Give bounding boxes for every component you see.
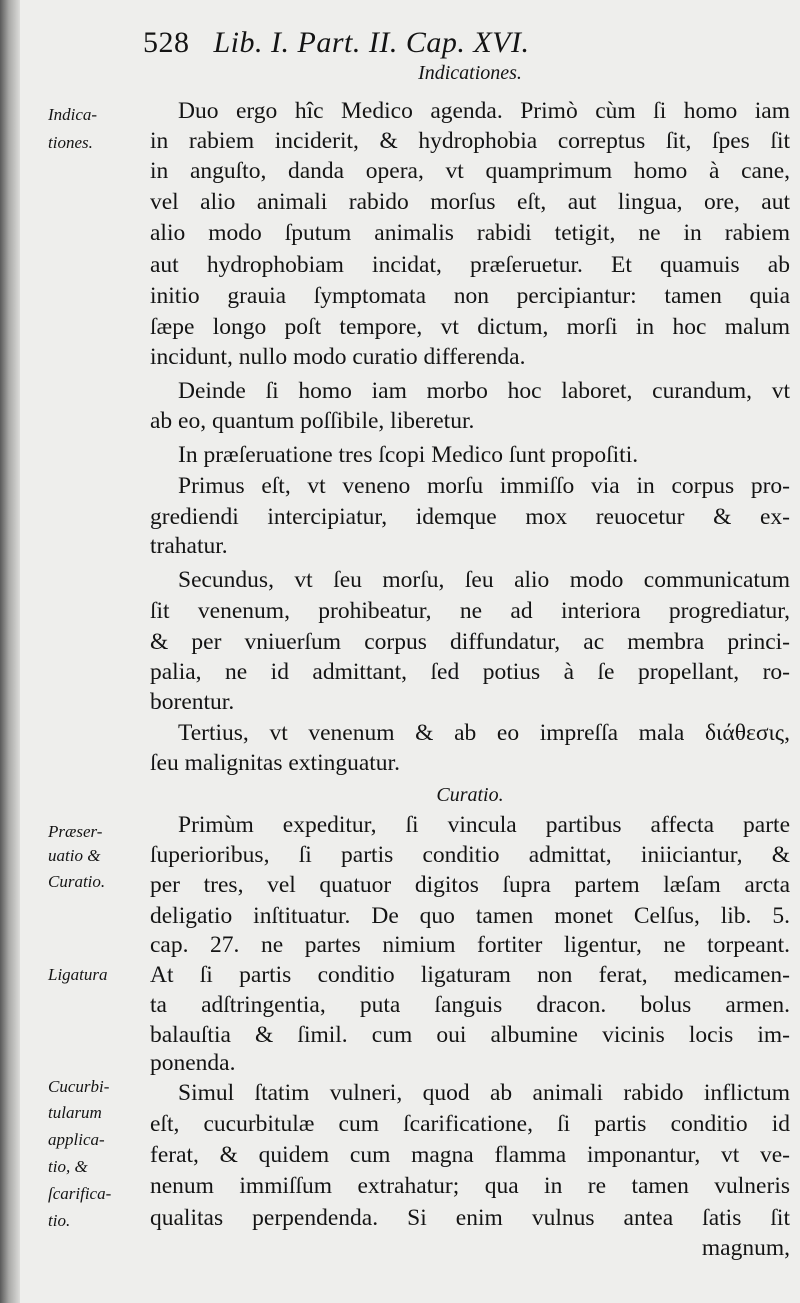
text-line: vel alio animali rabido morſus eſt, aut lingua, ore, aut — [150, 189, 790, 215]
text-line: trahatur. — [150, 533, 228, 559]
text-line: ſeu malignitas extinguatur. — [150, 750, 400, 776]
margin-note-line: Præser- — [48, 822, 103, 841]
margin-note-line: Ligatura — [48, 965, 108, 984]
text-line: per tres, vel quatuor digitos ſupra partem læſam arcta — [150, 872, 790, 898]
page-number: 528 — [143, 26, 190, 59]
section-heading-curatio: Curatio. — [436, 784, 504, 806]
margin-note-line: Curatio. — [48, 872, 106, 891]
text-line: ta adſtringentia, puta ſanguis dracon. bolus armen. — [150, 992, 790, 1018]
text-line: Simul ſtatim vulneri, quod ab animali rabido inflictum — [178, 1080, 790, 1106]
text-line: & per vniuerſum corpus diffundatur, ac membra princi- — [150, 629, 790, 655]
margin-note-line: tio, & — [48, 1157, 88, 1176]
text-line: in anguſto, danda opera, vt quamprimum homo à cane, — [150, 158, 790, 184]
text-line: Secundus, vt ſeu morſu, ſeu alio modo communicatum — [178, 567, 790, 593]
text-line: Duo ergo hîc Medico agenda. Primò cùm ſi homo iam — [178, 98, 790, 124]
text-line: ſit venenum, prohibeatur, ne ad interiora progrediatur, — [150, 598, 790, 624]
margin-note-line: Cucurbi- — [48, 1077, 110, 1096]
margin-note-line: ſcarifica- — [48, 1184, 112, 1203]
text-line: Primùm expeditur, ſi vincula partibus affecta parte — [178, 812, 790, 838]
section-heading-indicationes: Indicationes. — [418, 62, 522, 84]
text-line: ferat, & quidem cum magna flamma imponantur, vt ve- — [150, 1142, 790, 1168]
text-line: borentur. — [150, 689, 235, 715]
margin-note-line: applica- — [48, 1130, 105, 1149]
text-line: in rabiem inciderit, & hydrophobia correptus ſit, ſpes ſit — [150, 128, 790, 154]
text-line: initio grauia ſymptomata non percipiantur: tamen quia — [150, 283, 790, 309]
text-line: deligatio inſtituatur. De quo tamen monet Celſus, lib. 5. — [150, 903, 790, 929]
margin-note-line: Indica- — [48, 105, 98, 124]
text-line: ſuperioribus, ſi partis conditio admittat, iniiciantur, & — [150, 842, 790, 868]
text-line: eſt, cucurbitulæ cum ſcarificatione, ſi partis conditio id — [150, 1111, 790, 1137]
text-line: cap. 27. ne partes nimium fortiter ligentur, ne torpeant. — [150, 932, 790, 958]
margin-note-line: tiones. — [48, 133, 93, 152]
text-line: ſæpe longo poſt tempore, vt dictum, morſi in hoc malum — [150, 314, 790, 340]
text-line: Primus eſt, vt veneno morſu immiſſo via in corpus pro- — [178, 473, 790, 499]
text-line: ponenda. — [150, 1050, 236, 1076]
text-line: palia, ne id admittant, ſed potius à ſe propellant, ro- — [150, 659, 790, 685]
text-line: aut hydrophobiam incidat, præſeruetur. Et quamuis ab — [150, 252, 790, 278]
page-binding-shadow — [0, 0, 20, 1303]
text-line: incidunt, nullo modo curatio differenda. — [150, 344, 526, 370]
text-line: In præſeruatione tres ſcopi Medico ſunt propoſiti. — [178, 442, 639, 468]
text-line: nenum immiſſum extrahatur; qua in re tamen vulneris — [150, 1173, 790, 1199]
margin-note-line: tularum — [48, 1103, 102, 1122]
margin-note-line: tio. — [48, 1211, 71, 1230]
running-title: Lib. I. Part. II. Cap. XVI. — [213, 26, 530, 59]
text-line: grediendi intercipiatur, idemque mox reuocetur & ex- — [150, 504, 790, 530]
running-header — [143, 26, 529, 60]
text-line: alio modo ſputum animalis rabidi tetigit, ne in rabiem — [150, 220, 790, 246]
text-line: ab eo, quantum poſſibile, liberetur. — [150, 408, 475, 434]
text-line: balauſtia & ſimil. cum oui albumine vicinis locis im- — [150, 1022, 790, 1048]
text-line: qualitas perpendenda. Si enim vulnus antea ſatis ſit — [150, 1205, 790, 1231]
catchword: magnum, — [701, 1235, 790, 1261]
text-line: At ſi partis conditio ligaturam non ferat, medicamen- — [150, 962, 790, 988]
margin-note-line: uatio & — [48, 846, 101, 865]
text-line: Tertius, vt venenum & ab eo impreſſa mala διάθεσις, — [178, 720, 790, 746]
text-line: Deinde ſi homo iam morbo hoc laboret, curandum, vt — [178, 378, 790, 404]
